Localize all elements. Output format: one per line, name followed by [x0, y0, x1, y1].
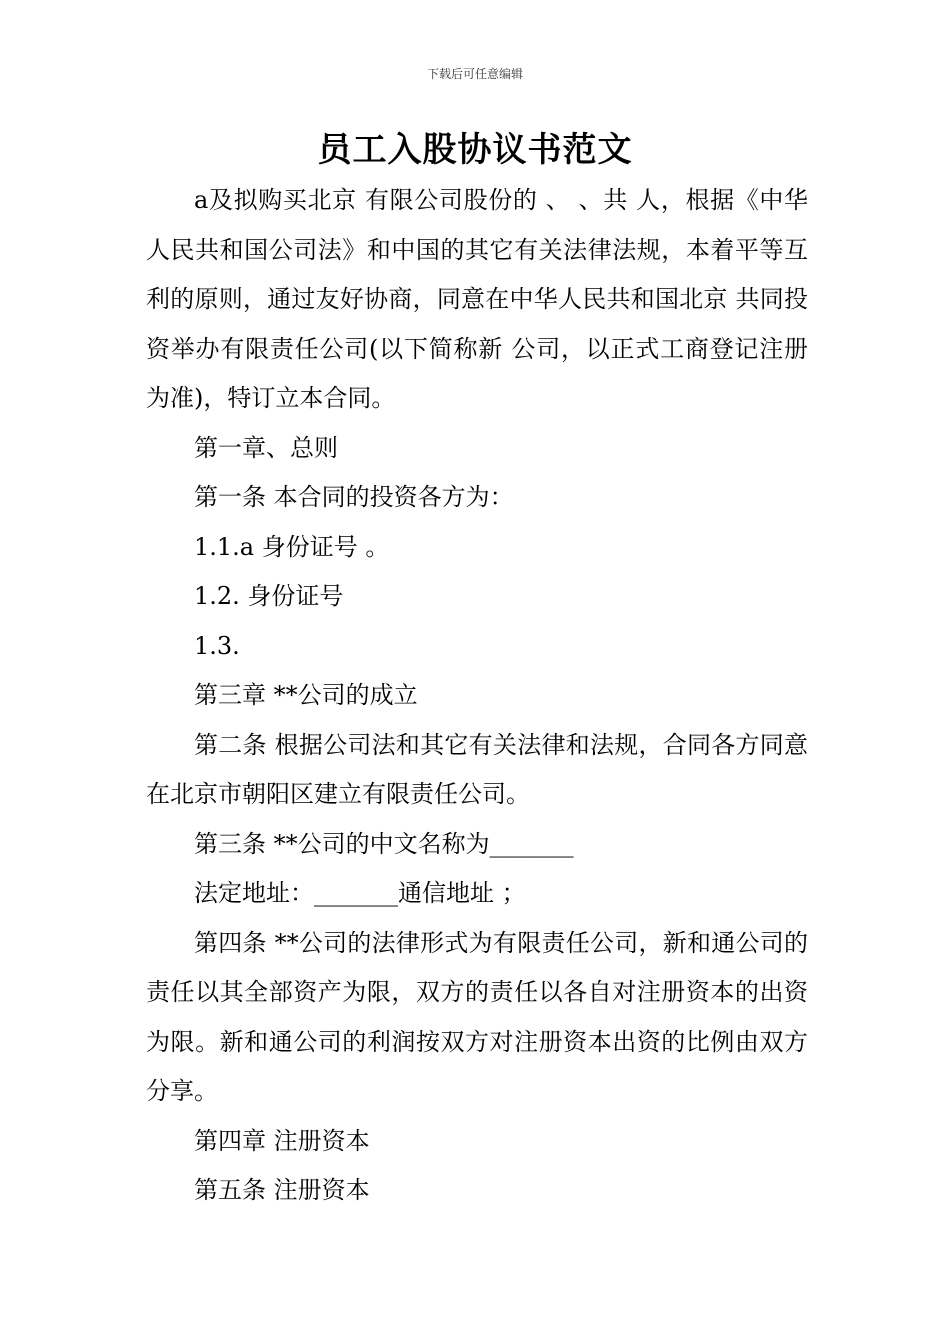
article-paragraph: 第一条 本合同的投资各方为： [194, 483, 514, 511]
article-paragraph: 第四条 **公司的法律形式为有限责任公司，新和通公司的责任以其全部资产为限，双方的责任以各自对注册资本的出资为限。新和通公司的利润按双方对注册资本出资的比例由双方分享。 [146, 928, 808, 1105]
chapter-heading: 第四章 注册资本 [194, 1126, 370, 1155]
article-paragraph: 第五条 注册资本 [194, 1176, 370, 1204]
document-body [146, 176, 808, 1216]
article-paragraph: 第二条 根据公司法和其它有关法律和法规，合同各方同意在北京市朝阳区建立有限责任公司。 [146, 730, 808, 808]
list-item: 1.1.a 身份证号 。 [194, 532, 390, 561]
list-item: 1.3. [194, 631, 240, 660]
paragraph-intro: a及拟购买北京 有限公司股份的 、 、共 人，根据《中华人民共和国公司法》和中国的其它有关法律法规，本着平等互利的原则，通过友好协商，同意在中华人民共和国北京 共同投资举办有限责任公司(以下简称新 公司，以正式工商登记注册为准)，特订立本合同。 [146, 186, 808, 412]
address-line: 法定地址：_______通信地址 ； [194, 879, 526, 907]
chapter-heading: 第三章 **公司的成立 [194, 681, 418, 709]
chapter-heading: 第一章、总则 [194, 433, 338, 462]
document-title: 员工入股协议书范文 [317, 130, 633, 170]
list-item: 1.2. 身份证号 [194, 582, 344, 610]
header-note: 下载后可任意编辑 [426, 67, 523, 81]
article-paragraph: 第三条 **公司的中文名称为_______ [194, 829, 574, 858]
